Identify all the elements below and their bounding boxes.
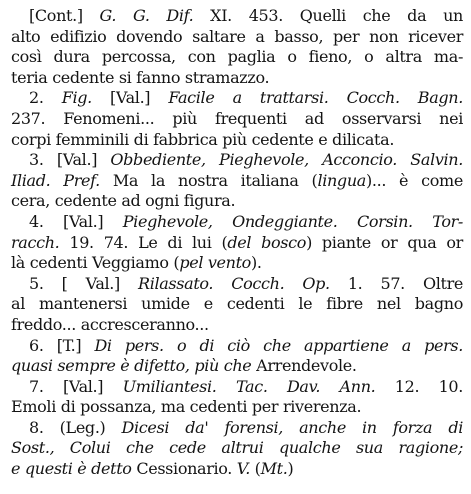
sense-8-line [11,418,463,439]
entry-line [11,233,463,254]
text-run: XI. 453. Quelli che da un [193,6,463,25]
text-run: ) [287,459,294,479]
text-run: corpi femminili di fabbrica più cedente e dilicata. [11,129,395,149]
text-run: Cessionario. [131,459,237,479]
entry-line [11,356,463,377]
definition: Di pers. o di ciò che appartiene a pers. [94,335,463,355]
entry-line [11,191,463,212]
entry-line [11,459,463,480]
sense-label: Fig. [61,88,92,108]
definition: quasi sempre è difetto, più che [11,356,252,376]
text-run: cera, cedente ad ogni figura. [11,191,236,211]
entry-line [11,47,463,68]
gloss: lingua [317,170,366,190]
text-run: 1. 57. Oltre [329,273,463,293]
sense-number: 8. (Leg.) [29,417,122,437]
citation: Iliad. Pref. [11,170,100,190]
citation: racch. [11,232,60,252]
entry-line [11,68,463,89]
entry-line [11,109,463,130]
text-run: 237. Fenomeni... più frequenti ad osservarsi nei [11,108,463,128]
definition: e questi è detto [11,459,132,479]
sense-2-line [11,88,463,109]
gloss: pel vento [179,253,251,273]
text-run: )... è come [365,170,463,190]
definition: Pieghevole, Ondeggiante. Corsin. Tor- [122,211,463,231]
text-run: alto edifizio dovendo saltare a basso, per non ricever [11,26,463,46]
gloss: del bosco [227,232,307,252]
text-run: 19. 74. Le di lui ( [59,232,228,252]
sense-number: 2. [29,88,62,108]
sense-number: 7. [Val.] [29,376,123,396]
sense-4-line [11,212,463,233]
entry-line [11,438,463,459]
citation: G. G. Dif. [99,6,194,25]
text-run: 12. 10. [375,376,463,396]
entry-line [11,253,463,274]
text-run: al mantenersi umide e cedenti le fibre nel bagno [11,294,463,314]
text-run: ) piante or qua or [306,232,463,252]
sense-5-line [11,274,463,295]
entry-line [11,27,463,48]
definition: Sost., Colui che cede altrui qualche sua ragione; [11,438,463,458]
sense-number: 5. [ Val.] [29,273,138,293]
sense-number: 3. [Val.] [29,150,111,170]
definition: Facile a trattarsi. Cocch. Bagn. [168,88,463,108]
author-abbrev: Mt. [260,459,288,479]
entry-line [11,6,463,27]
section-tag: [Cont.] [29,6,100,25]
sense-number: 6. [T.] [29,335,95,355]
text-run: ). [250,253,262,273]
entry-line [11,315,463,336]
entry-line [11,130,463,151]
text-run: Ma la nostra italiana ( [99,170,318,190]
cross-reference: V. [236,459,250,479]
sense-7-line [11,377,463,398]
entry-line [11,171,463,192]
section-tag: [Val.] [91,88,169,108]
definition: Dicesi da' forensi, anche in forza di [121,417,463,437]
definition: Obbediente, Pieghevole, Acconcio. Salvin. [110,150,463,170]
text-run: Arrendevole. [251,356,357,376]
definition: Umiliantesi. Tac. Dav. Ann. [122,376,376,396]
definition: Rilassato. Cocch. Op. [138,273,330,293]
sense-number: 4. [Val.] [29,211,123,231]
text-run: così dura percossa, con paglia o fieno, o altra ma- [11,47,463,67]
entry-line [11,294,463,315]
entry-line [11,397,463,418]
text-run: freddo... accresceranno... [11,314,209,334]
text-run: Emoli di possanza, ma cedenti per riverenza. [11,397,362,417]
text-run: ( [249,459,261,479]
text-run: teria cedente si fanno stramazzo. [11,67,270,87]
sense-6-line [11,336,463,357]
text-run: là cedenti Veggiamo ( [11,253,180,273]
sense-3-line [11,150,463,171]
